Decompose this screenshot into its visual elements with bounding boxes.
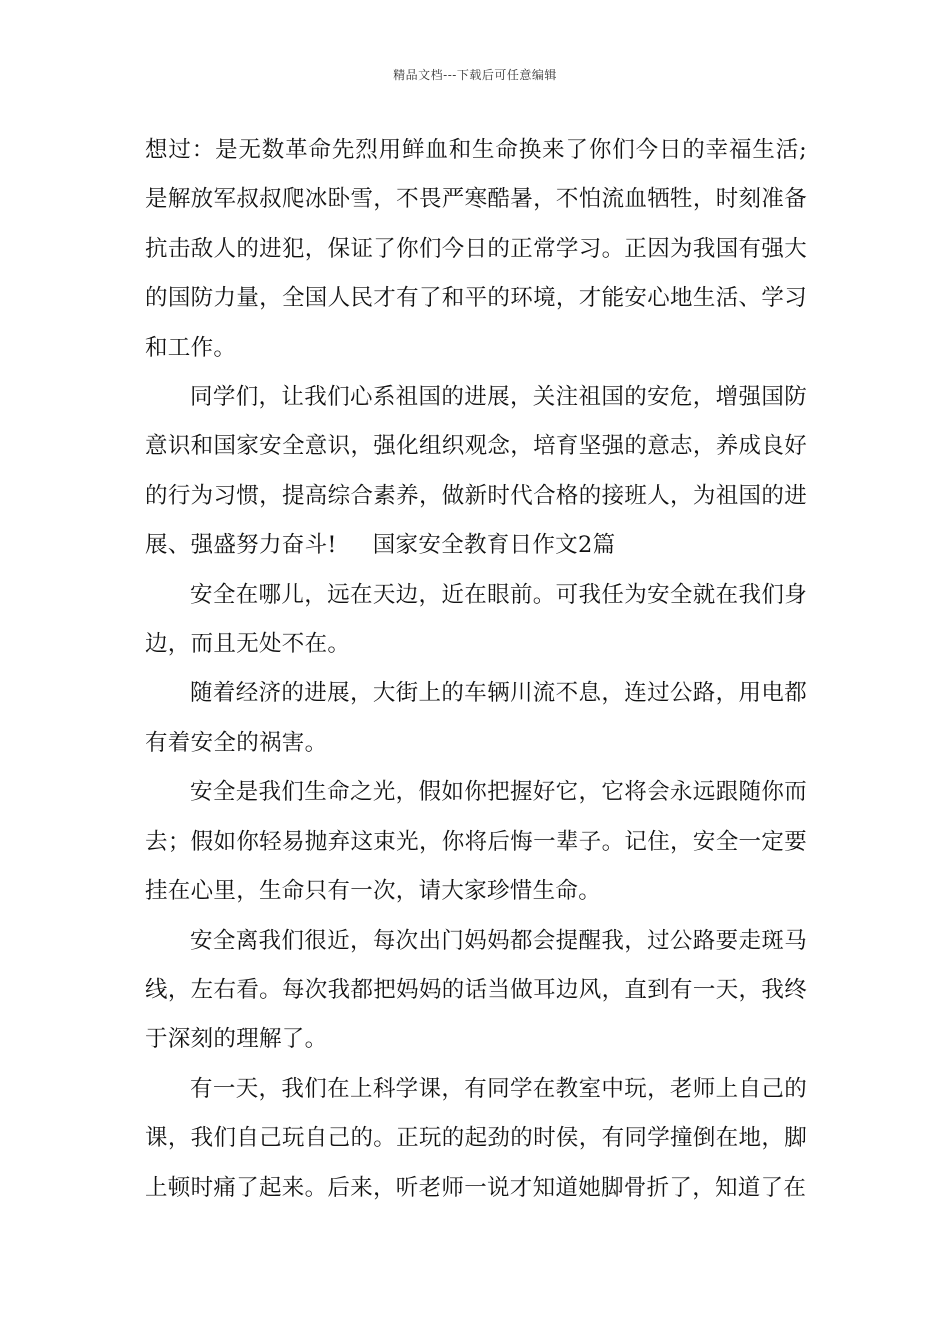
page-header: 精品文档---下载后可任意编辑 [393, 68, 557, 82]
section-title: 国家安全教育日作文2篇 [372, 532, 616, 559]
paragraph-2-text: 同学们，让我们心系祖国的进展，关注祖国的安危，增强国防意识和国家安全意识，强化组织观念，培育坚强的意志，养成良好的行为习惯，提高综合素养，做新时代合格的接班人，为祖国的进展、强盛努力奋斗! [145, 384, 807, 559]
paragraph-3: 安全在哪儿，远在天边，近在眼前。可我任为安全就在我们身边，而且无处不在。 [145, 581, 807, 658]
paragraph-4: 随着经济的进展，大街上的车辆川流不息，连过公路，用电都有着安全的祸害。 [145, 680, 807, 756]
paragraph-6: 安全离我们很近，每次出门妈妈都会提醒我，过公路要走斑马线，左右看。每次我都把妈妈的话当做耳边风，直到有一天，我终于深刻的理解了。 [145, 927, 807, 1053]
paragraph-1: 想过：是无数革命先烈用鲜血和生命换来了你们今日的幸福生活;是解放军叔叔爬冰卧雪，不畏严寒酷暑，不怕流血牺牲，时刻准备抗击敌人的进犯，保证了你们今日的正常学习。正因为我国有强大的国防力量，全国人民才有了和平的环境，才能安心地生活、学习和工作。 [145, 137, 807, 361]
paragraph-2 [145, 373, 807, 571]
paragraph-7: 有一天，我们在上科学课，有同学在教室中玩，老师上自己的课，我们自己玩自己的。正玩的起劲的时侯，有同学撞倒在地，脚上顿时痛了起来。后来，听老师一说才知道她脚骨折了，知道了在 [145, 1075, 807, 1201]
document-body [145, 126, 807, 1213]
paragraph-5: 安全是我们生命之光，假如你把握好它，它将会永远跟随你而去；假如你轻易抛弃这束光，你将后悔一辈子。记住，安全一定要挂在心里，生命只有一次，请大家珍惜生命。 [145, 779, 807, 905]
